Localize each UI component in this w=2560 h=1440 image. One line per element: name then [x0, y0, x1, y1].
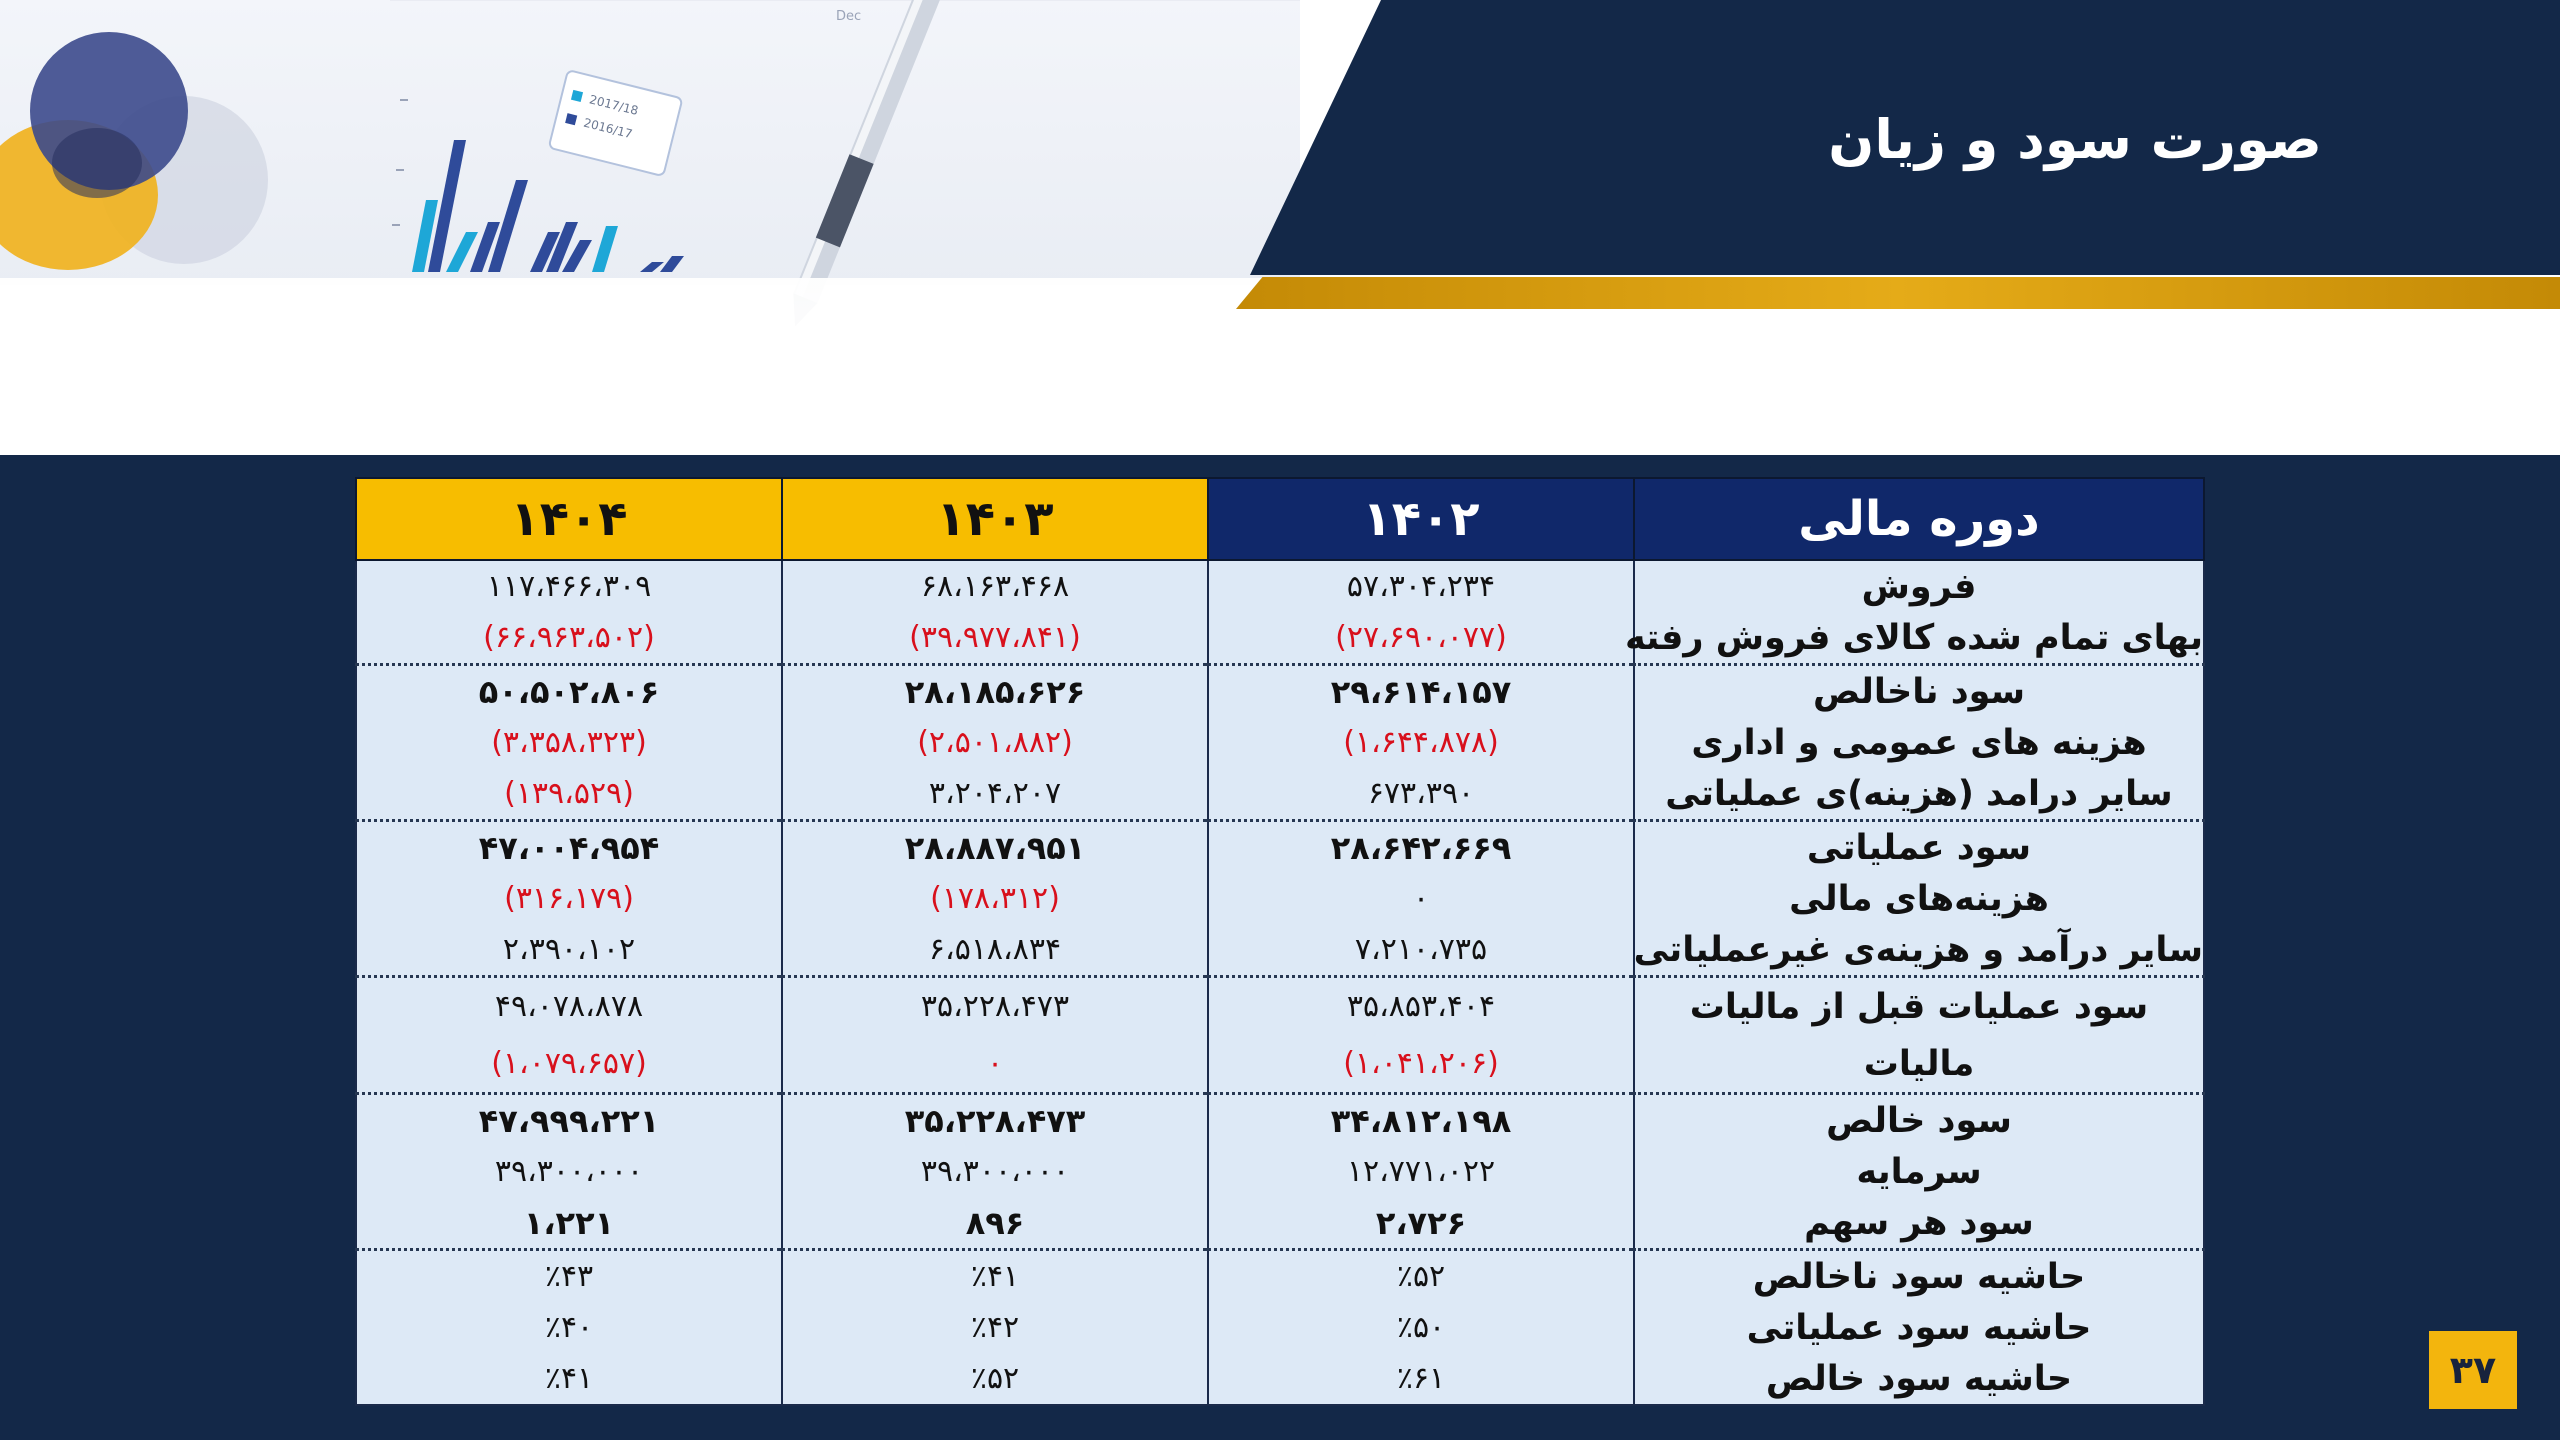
page-number: ۳۷ — [2429, 1331, 2517, 1409]
header-year-1402: ۱۴۰۲ — [1208, 478, 1634, 560]
table-row-tax — [356, 1035, 2204, 1094]
income-statement-table — [355, 477, 2205, 1406]
table-row-operating-profit — [356, 821, 2204, 874]
cell-1404: ۵۰،۵۰۲،۸۰۶ — [356, 665, 782, 718]
cell-1404: ۴۹،۰۷۸،۸۷۸ — [356, 977, 782, 1036]
cell-1404: ۱۱۷،۴۶۶،۳۰۹ — [356, 560, 782, 612]
cell-1403: ٪۴۲ — [782, 1302, 1208, 1353]
table-row-operating-margin — [356, 1302, 2204, 1353]
cell-1403: ۳،۲۰۴،۲۰۷ — [782, 768, 1208, 821]
table-row-gross-profit — [356, 665, 2204, 718]
row-label: سایر درامد (هزینه)ی عملیاتی — [1634, 768, 2204, 821]
cell-1402: ۶۷۳،۳۹۰ — [1208, 768, 1634, 821]
legend-item-2: 2016/17 — [582, 115, 634, 142]
cell-1404: (۱۳۹،۵۲۹) — [356, 768, 782, 821]
header-year-1403: ۱۴۰۳ — [782, 478, 1208, 560]
row-label: حاشیه سود ناخالص — [1634, 1250, 2204, 1303]
cell-1403: (۲،۵۰۱،۸۸۲) — [782, 717, 1208, 768]
row-label: حاشیه سود خالص — [1634, 1353, 2204, 1405]
header-year-1404: ۱۴۰۴ — [356, 478, 782, 560]
legend-item-1: 2017/18 — [587, 92, 640, 118]
table-row-finance-costs — [356, 873, 2204, 924]
cell-1403: ۸۹۶ — [782, 1197, 1208, 1250]
cell-1402: ۷،۲۱۰،۷۳۵ — [1208, 924, 1634, 977]
cell-1402: (۱،۶۴۴،۸۷۸) — [1208, 717, 1634, 768]
cell-1404: (۳،۳۵۸،۳۲۳) — [356, 717, 782, 768]
row-label: فروش — [1634, 560, 2204, 612]
cell-1402: ٪۵۲ — [1208, 1250, 1634, 1303]
cell-1404: (۳۱۶،۱۷۹) — [356, 873, 782, 924]
cell-1403: ۳۵،۲۲۸،۴۷۳ — [782, 1094, 1208, 1147]
chart-tab-label: Dec — [836, 9, 862, 24]
row-label: سرمایه — [1634, 1146, 2204, 1197]
row-label: سود عملیاتی — [1634, 821, 2204, 874]
table-row-sales — [356, 560, 2204, 612]
row-label: سود خالص — [1634, 1094, 2204, 1147]
header-fiscal-period: دوره مالی — [1634, 478, 2204, 560]
cell-1402: (۲۷،۶۹۰،۰۷۷) — [1208, 612, 1634, 665]
table-row-eps — [356, 1197, 2204, 1250]
table-row-net-margin — [356, 1353, 2204, 1405]
cell-1403: (۱۷۸،۳۱۲) — [782, 873, 1208, 924]
table-row-capital — [356, 1146, 2204, 1197]
header-gold-stripe — [1236, 277, 2560, 309]
cell-1402: ۰ — [1208, 873, 1634, 924]
cell-1404: ۲،۳۹۰،۱۰۲ — [356, 924, 782, 977]
cell-1402: ۲۸،۶۴۲،۶۶۹ — [1208, 821, 1634, 874]
table-row-net-profit — [356, 1094, 2204, 1147]
table-row-other-operating — [356, 768, 2204, 821]
slide-title: صورت سود و زیان — [1828, 108, 2322, 171]
table-row-gross-margin — [356, 1250, 2204, 1303]
cell-1404: ۴۷،۹۹۹،۲۲۱ — [356, 1094, 782, 1147]
header-banner — [0, 0, 2560, 455]
cell-1403: ۶۸،۱۶۳،۴۶۸ — [782, 560, 1208, 612]
row-label: سود ناخالص — [1634, 665, 2204, 718]
row-label: سایر درآمد و هزینه‌ی غیرعملیاتی — [1634, 924, 2204, 977]
row-label: سود هر سهم — [1634, 1197, 2204, 1250]
cell-1404: ٪۴۰ — [356, 1302, 782, 1353]
cell-1404: ۳۹،۳۰۰،۰۰۰ — [356, 1146, 782, 1197]
cell-1404: ۴۷،۰۰۴،۹۵۴ — [356, 821, 782, 874]
row-label: حاشیه سود عملیاتی — [1634, 1302, 2204, 1353]
cell-1404: ۱،۲۲۱ — [356, 1197, 782, 1250]
header-white-fade — [0, 278, 1300, 455]
cell-1402: ۲۹،۶۱۴،۱۵۷ — [1208, 665, 1634, 718]
cell-1404: ٪۴۱ — [356, 1353, 782, 1405]
row-label: بهای تمام شده کالای فروش رفته — [1634, 612, 2204, 665]
cell-1404: (۱،۰۷۹،۶۵۷) — [356, 1035, 782, 1094]
cell-1404: ٪۴۳ — [356, 1250, 782, 1303]
cell-1404: (۶۶،۹۶۳،۵۰۲) — [356, 612, 782, 665]
cell-1403: (۳۹،۹۷۷،۸۴۱) — [782, 612, 1208, 665]
cell-1402: ۲،۷۲۶ — [1208, 1197, 1634, 1250]
cell-1403: ۲۸،۱۸۵،۶۲۶ — [782, 665, 1208, 718]
cell-1403: ٪۴۱ — [782, 1250, 1208, 1303]
cell-1403: ۳۹،۳۰۰،۰۰۰ — [782, 1146, 1208, 1197]
cell-1403: ۰ — [782, 1035, 1208, 1094]
table-header-row — [356, 478, 2204, 560]
row-label: مالیات — [1634, 1035, 2204, 1094]
cell-1402: ۳۴،۸۱۲،۱۹۸ — [1208, 1094, 1634, 1147]
decorative-circle-overlap — [52, 128, 142, 198]
cell-1402: ۱۲،۷۷۱،۰۲۲ — [1208, 1146, 1634, 1197]
cell-1403: ۲۸،۸۸۷،۹۵۱ — [782, 821, 1208, 874]
cell-1403: ۶،۵۱۸،۸۳۴ — [782, 924, 1208, 977]
cell-1402: ۳۵،۸۵۳،۴۰۴ — [1208, 977, 1634, 1036]
cell-1403: ٪۵۲ — [782, 1353, 1208, 1405]
table-row-profit-before-tax — [356, 977, 2204, 1036]
cell-1402: ٪۵۰ — [1208, 1302, 1634, 1353]
cell-1403: ۳۵،۲۲۸،۴۷۳ — [782, 977, 1208, 1036]
cell-1402: ٪۶۱ — [1208, 1353, 1634, 1405]
cell-1402: ۵۷،۳۰۴،۲۳۴ — [1208, 560, 1634, 612]
table-row-admin-expenses — [356, 717, 2204, 768]
table-row-non-operating — [356, 924, 2204, 977]
cell-1402: (۱،۰۴۱،۲۰۶) — [1208, 1035, 1634, 1094]
row-label: هزینه‌های مالی — [1634, 873, 2204, 924]
row-label: هزینه های عمومی و اداری — [1634, 717, 2204, 768]
table-row-cogs — [356, 612, 2204, 665]
row-label: سود عملیات قبل از مالیات — [1634, 977, 2204, 1036]
